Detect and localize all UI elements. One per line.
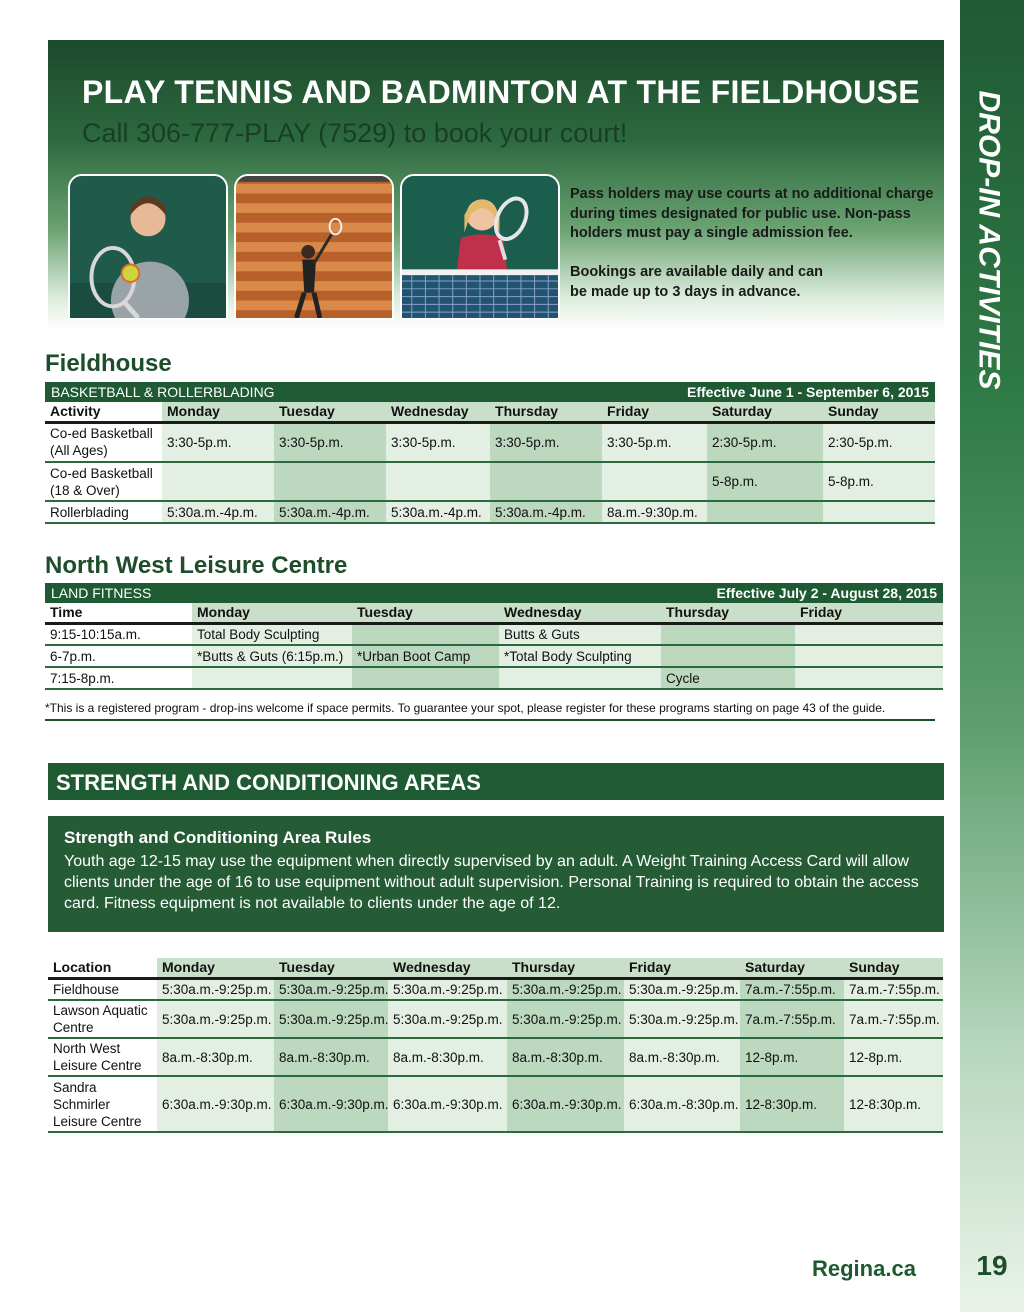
table-cell: 5:30a.m.-9:25p.m. xyxy=(157,1000,274,1038)
table-row xyxy=(45,422,935,462)
column-header: Thursday xyxy=(661,603,795,623)
table-cell: 2:30-5p.m. xyxy=(707,422,823,462)
table-cell: 5:30a.m.-9:25p.m. xyxy=(157,978,274,1000)
table-cell: Total Body Sculpting xyxy=(192,623,352,645)
column-header: Wednesday xyxy=(499,603,661,623)
table-cell: 8a.m.-8:30p.m. xyxy=(388,1038,507,1076)
table-cell xyxy=(661,645,795,667)
table-cell: 5-8p.m. xyxy=(823,462,935,501)
table-cell xyxy=(823,501,935,523)
table-cell: 5:30a.m.-9:25p.m. xyxy=(507,1000,624,1038)
table-row xyxy=(45,623,943,645)
table-header-row xyxy=(45,402,935,422)
fieldhouse-bar-label: BASKETBALL & ROLLERBLADING xyxy=(45,382,490,402)
table-cell: 8a.m.-8:30p.m. xyxy=(624,1038,740,1076)
hero-paragraph-bookings: Bookings are available daily and can be made up to 3 days in advance. xyxy=(570,264,824,300)
table-cell: 7a.m.-7:55p.m. xyxy=(740,978,844,1000)
table-cell: 12-8p.m. xyxy=(844,1038,943,1076)
table-cell: Fieldhouse xyxy=(48,978,157,1000)
table-cell: 12-8:30p.m. xyxy=(740,1076,844,1132)
table-cell xyxy=(386,462,490,501)
footer-site-link[interactable]: Regina.ca xyxy=(812,1256,916,1281)
table-cell: 8a.m.-8:30p.m. xyxy=(274,1038,388,1076)
table-cell: 5:30a.m.-9:25p.m. xyxy=(388,1000,507,1038)
column-header: Friday xyxy=(795,603,943,623)
fieldhouse-schedule-table xyxy=(45,382,935,524)
table-cell: 12-8:30p.m. xyxy=(844,1076,943,1132)
fieldhouse-table-bar xyxy=(45,382,935,402)
table-cell: 12-8p.m. xyxy=(740,1038,844,1076)
table-cell: 5:30a.m.-9:25p.m. xyxy=(507,978,624,1000)
column-header: Thursday xyxy=(490,402,602,422)
nwlc-bar-label: LAND FITNESS xyxy=(45,583,499,603)
nwlc-footnote: *This is a registered program - drop-ins welcome if space permits. To guarantee your spot, please register for these programs starting on page 43 of the guide. xyxy=(45,698,935,721)
table-cell xyxy=(192,667,352,689)
column-header: Sunday xyxy=(844,958,943,978)
table-cell xyxy=(602,462,707,501)
table-row xyxy=(48,1000,943,1038)
table-cell: 7:15-8p.m. xyxy=(45,667,192,689)
table-cell: Rollerblading xyxy=(45,501,162,523)
nwlc-table-bar xyxy=(45,583,943,603)
table-cell: 6-7p.m. xyxy=(45,645,192,667)
table-cell: 3:30-5p.m. xyxy=(602,422,707,462)
strength-heading: STRENGTH AND CONDITIONING AREAS xyxy=(48,763,944,800)
table-cell: 8a.m.-9:30p.m. xyxy=(602,501,707,523)
table-cell: 5:30a.m.-4p.m. xyxy=(274,501,386,523)
table-cell: 6:30a.m.-9:30p.m. xyxy=(274,1076,388,1132)
table-cell: 8a.m.-8:30p.m. xyxy=(157,1038,274,1076)
table-cell: 6:30a.m.-9:30p.m. xyxy=(157,1076,274,1132)
photo-badminton xyxy=(234,174,394,320)
table-cell: 7a.m.-7:55p.m. xyxy=(844,978,943,1000)
table-cell: 5:30a.m.-4p.m. xyxy=(490,501,602,523)
strength-schedule-table xyxy=(48,958,943,1133)
table-cell: Lawson Aquatic Centre xyxy=(48,1000,157,1038)
table-cell: 5:30a.m.-9:25p.m. xyxy=(624,1000,740,1038)
nwlc-effective-dates: Effective July 2 - August 28, 2015 xyxy=(499,583,943,603)
strength-rules-box xyxy=(48,816,944,932)
column-header: Time xyxy=(45,603,192,623)
hero-title: PLAY TENNIS AND BADMINTON AT THE FIELDHOUSE xyxy=(82,74,920,110)
column-header: Wednesday xyxy=(386,402,490,422)
table-cell xyxy=(499,667,661,689)
table-cell: 5:30a.m.-9:25p.m. xyxy=(274,978,388,1000)
table-cell: *Total Body Sculpting xyxy=(499,645,661,667)
nwlc-schedule-table xyxy=(45,583,943,690)
table-cell xyxy=(795,667,943,689)
column-header: Monday xyxy=(157,958,274,978)
table-cell xyxy=(352,623,499,645)
strength-rules-title: Strength and Conditioning Area Rules xyxy=(64,828,372,847)
table-cell: 7a.m.-7:55p.m. xyxy=(740,1000,844,1038)
table-header-row xyxy=(48,958,943,978)
table-cell: 7a.m.-7:55p.m. xyxy=(844,1000,943,1038)
table-cell: 3:30-5p.m. xyxy=(490,422,602,462)
column-header: Friday xyxy=(624,958,740,978)
hero-paragraph-passholders: Pass holders may use courts at no additional charge during times designated for public use. Non-pass holders must pay a single admission fee. xyxy=(570,186,934,241)
fieldhouse-effective-dates: Effective June 1 - September 6, 2015 xyxy=(490,382,935,402)
table-row xyxy=(48,978,943,1000)
table-cell: *Butts & Guts (6:15p.m.) xyxy=(192,645,352,667)
table-cell xyxy=(490,462,602,501)
table-cell: 6:30a.m.-9:30p.m. xyxy=(507,1076,624,1132)
table-cell: 5:30a.m.-9:25p.m. xyxy=(274,1000,388,1038)
table-cell: Co-ed Basketball (18 & Over) xyxy=(45,462,162,501)
column-header: Tuesday xyxy=(274,958,388,978)
table-cell: Co-ed Basketball (All Ages) xyxy=(45,422,162,462)
column-header: Tuesday xyxy=(274,402,386,422)
table-cell xyxy=(274,462,386,501)
photo-boy-tennis xyxy=(68,174,228,320)
column-header: Saturday xyxy=(740,958,844,978)
table-cell xyxy=(352,667,499,689)
table-cell: 5:30a.m.-4p.m. xyxy=(162,501,274,523)
table-header-row xyxy=(45,603,943,623)
column-header: Monday xyxy=(192,603,352,623)
side-tab-label: DROP-IN ACTIVITIES xyxy=(972,90,1005,390)
hero-subtitle: Call 306-777-PLAY (7529) to book your court! xyxy=(82,118,628,148)
table-cell: 6:30a.m.-8:30p.m. xyxy=(624,1076,740,1132)
table-cell: 8a.m.-8:30p.m. xyxy=(507,1038,624,1076)
fieldhouse-heading: Fieldhouse xyxy=(45,350,172,377)
column-header: Saturday xyxy=(707,402,823,422)
table-cell: Sandra Schmirler Leisure Centre xyxy=(48,1076,157,1132)
side-tab-label-box xyxy=(958,90,1018,390)
strength-rules-body: Youth age 12-15 may use the equipment when directly supervised by an adult. A Weight Training Access Card will allow clients under the age of 16 to use equipment without adult supervision. Personal Training is required to obtain the access card. Fitness equipment is not available to clients under the age of 12. xyxy=(64,853,919,912)
page-number: 19 xyxy=(976,1250,1008,1281)
table-cell: North West Leisure Centre xyxy=(48,1038,157,1076)
table-cell xyxy=(661,623,795,645)
table-cell xyxy=(795,645,943,667)
column-header: Tuesday xyxy=(352,603,499,623)
photo-woman-tennis xyxy=(400,174,560,320)
column-header: Activity xyxy=(45,402,162,422)
table-cell: 5:30a.m.-9:25p.m. xyxy=(388,978,507,1000)
table-cell: 5-8p.m. xyxy=(707,462,823,501)
table-cell: 3:30-5p.m. xyxy=(386,422,490,462)
column-header: Location xyxy=(48,958,157,978)
table-row xyxy=(45,501,935,523)
table-cell: 3:30-5p.m. xyxy=(274,422,386,462)
table-cell xyxy=(162,462,274,501)
table-cell xyxy=(795,623,943,645)
table-cell xyxy=(707,501,823,523)
table-cell: 2:30-5p.m. xyxy=(823,422,935,462)
table-row xyxy=(45,462,935,501)
table-cell: 5:30a.m.-4p.m. xyxy=(386,501,490,523)
table-row xyxy=(48,1076,943,1132)
table-cell: 9:15-10:15a.m. xyxy=(45,623,192,645)
column-header: Sunday xyxy=(823,402,935,422)
column-header: Thursday xyxy=(507,958,624,978)
table-cell: 5:30a.m.-9:25p.m. xyxy=(624,978,740,1000)
column-header: Wednesday xyxy=(388,958,507,978)
table-row xyxy=(48,1038,943,1076)
table-cell: Butts & Guts xyxy=(499,623,661,645)
column-header: Friday xyxy=(602,402,707,422)
table-cell: *Urban Boot Camp xyxy=(352,645,499,667)
table-cell: 3:30-5p.m. xyxy=(162,422,274,462)
table-row xyxy=(45,667,943,689)
column-header: Monday xyxy=(162,402,274,422)
table-cell: Cycle xyxy=(661,667,795,689)
table-row xyxy=(45,645,943,667)
hero-banner xyxy=(48,40,944,330)
nwlc-heading: North West Leisure Centre xyxy=(45,552,348,579)
table-cell: 6:30a.m.-9:30p.m. xyxy=(388,1076,507,1132)
